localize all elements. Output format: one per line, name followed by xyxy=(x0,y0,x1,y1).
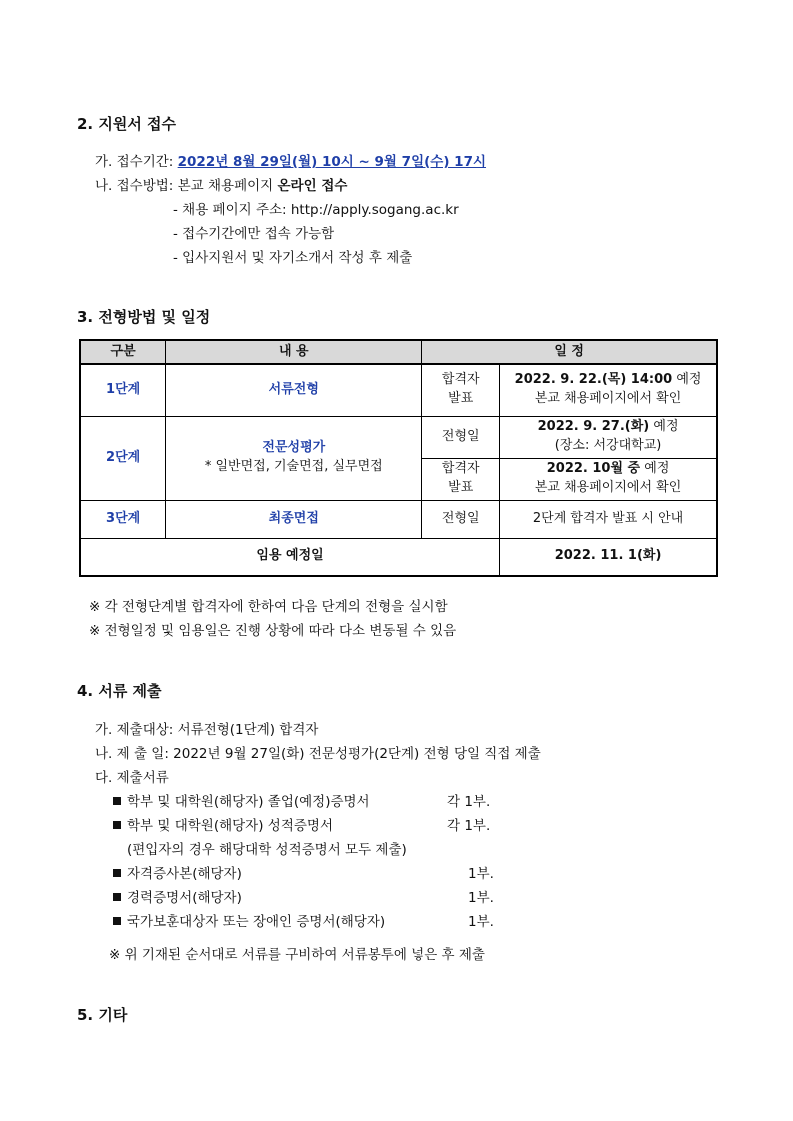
doc-count: 각 1부. xyxy=(447,818,491,834)
doc-count: 1부. xyxy=(468,890,494,906)
table-row xyxy=(80,538,717,576)
date-1: 2022. 9. 22.(목) 14:00 예정 본교 채용페이지에서 확인 xyxy=(500,364,717,416)
section-4-title: 4. 서류 제출 xyxy=(77,682,162,700)
doc-count: 각 1부. xyxy=(447,794,491,810)
section-3-title: 3. 전형방법 및 일정 xyxy=(77,308,211,326)
period-label: 가. 접수기간: xyxy=(95,154,178,170)
note-1: ※ 각 전형단계별 합격자에 한하여 다음 단계의 전형을 실시함 xyxy=(89,599,448,615)
appoint-label: 임용 예정일 xyxy=(80,538,500,576)
type-3: 전형일 xyxy=(422,500,500,538)
type-2b: 합격자 발표 xyxy=(422,458,500,500)
period-line xyxy=(95,150,486,170)
content-1: 서류전형 xyxy=(166,364,422,416)
footer-note: ※ 위 기재된 순서대로 서류를 구비하여 서류봉투에 넣은 후 제출 xyxy=(109,947,485,963)
doc-count: 1부. xyxy=(468,866,494,882)
list-item: 경력증명서(해당자) xyxy=(113,886,242,906)
method-label: 나. 접수방법: 본교 채용페이지 xyxy=(95,178,278,194)
period-value: 2022년 8월 29일(월) 10시 ~ 9월 7일(수) 17시 xyxy=(177,154,487,170)
list-item: 국가보훈대상자 또는 장애인 증명서(해당자) xyxy=(113,910,385,930)
stage-2: 2단계 xyxy=(80,416,166,500)
date-line: 나. 제 출 일: 2022년 9월 27일(화) 전문성평가(2단계) 전형 당일 직접 제출 xyxy=(95,746,541,762)
note-2: ※ 전형일정 및 임용일은 진행 상황에 따라 다소 변동될 수 있음 xyxy=(89,623,457,639)
date-3: 2단계 합격자 발표 시 안내 xyxy=(500,500,717,538)
section-5-title: 5. 기타 xyxy=(77,1006,128,1024)
method-bold: 온라인 접수 xyxy=(277,178,348,194)
date-2a: 2022. 9. 27.(화) 예정 (장소: 서강대학교) xyxy=(500,416,717,458)
schedule-table xyxy=(79,339,718,577)
table-row xyxy=(80,416,717,458)
appoint-date: 2022. 11. 1(화) xyxy=(500,538,717,576)
header-stage: 구분 xyxy=(80,340,166,364)
type-2a: 전형일 xyxy=(422,416,500,458)
content-3: 최종면접 xyxy=(166,500,422,538)
content-2: 전문성평가 * 일반면접, 기술면접, 실무면접 xyxy=(166,416,422,500)
target-line: 가. 제출대상: 서류전형(1단계) 합격자 xyxy=(95,722,319,738)
stage-1: 1단계 xyxy=(80,364,166,416)
doc-count: 1부. xyxy=(468,914,494,930)
method-line xyxy=(95,174,347,194)
section-2-title: 2. 지원서 접수 xyxy=(77,115,177,133)
stage-3: 3단계 xyxy=(80,500,166,538)
docs-label: 다. 제출서류 xyxy=(95,770,169,786)
table-row xyxy=(80,364,717,416)
date-2b: 2022. 10월 중 예정 본교 채용페이지에서 확인 xyxy=(500,458,717,500)
list-item: 학부 및 대학원(해당자) 졸업(예정)증명서 xyxy=(113,790,370,810)
bullet-url: - 채용 페이지 주소: http://apply.sogang.ac.kr xyxy=(173,202,459,218)
list-item: 학부 및 대학원(해당자) 성적증명서 xyxy=(113,814,333,834)
type-1: 합격자 발표 xyxy=(422,364,500,416)
header-schedule: 일 정 xyxy=(422,340,717,364)
bullet-access: - 접수기간에만 접속 가능함 xyxy=(173,226,335,242)
transfer-note: (편입자의 경우 해당대학 성적증명서 모두 제출) xyxy=(127,842,407,858)
list-item: 자격증사본(해당자) xyxy=(113,862,242,882)
header-content: 내 용 xyxy=(166,340,422,364)
table-row xyxy=(80,500,717,538)
bullet-submit: - 입사지원서 및 자기소개서 작성 후 제출 xyxy=(173,250,413,266)
